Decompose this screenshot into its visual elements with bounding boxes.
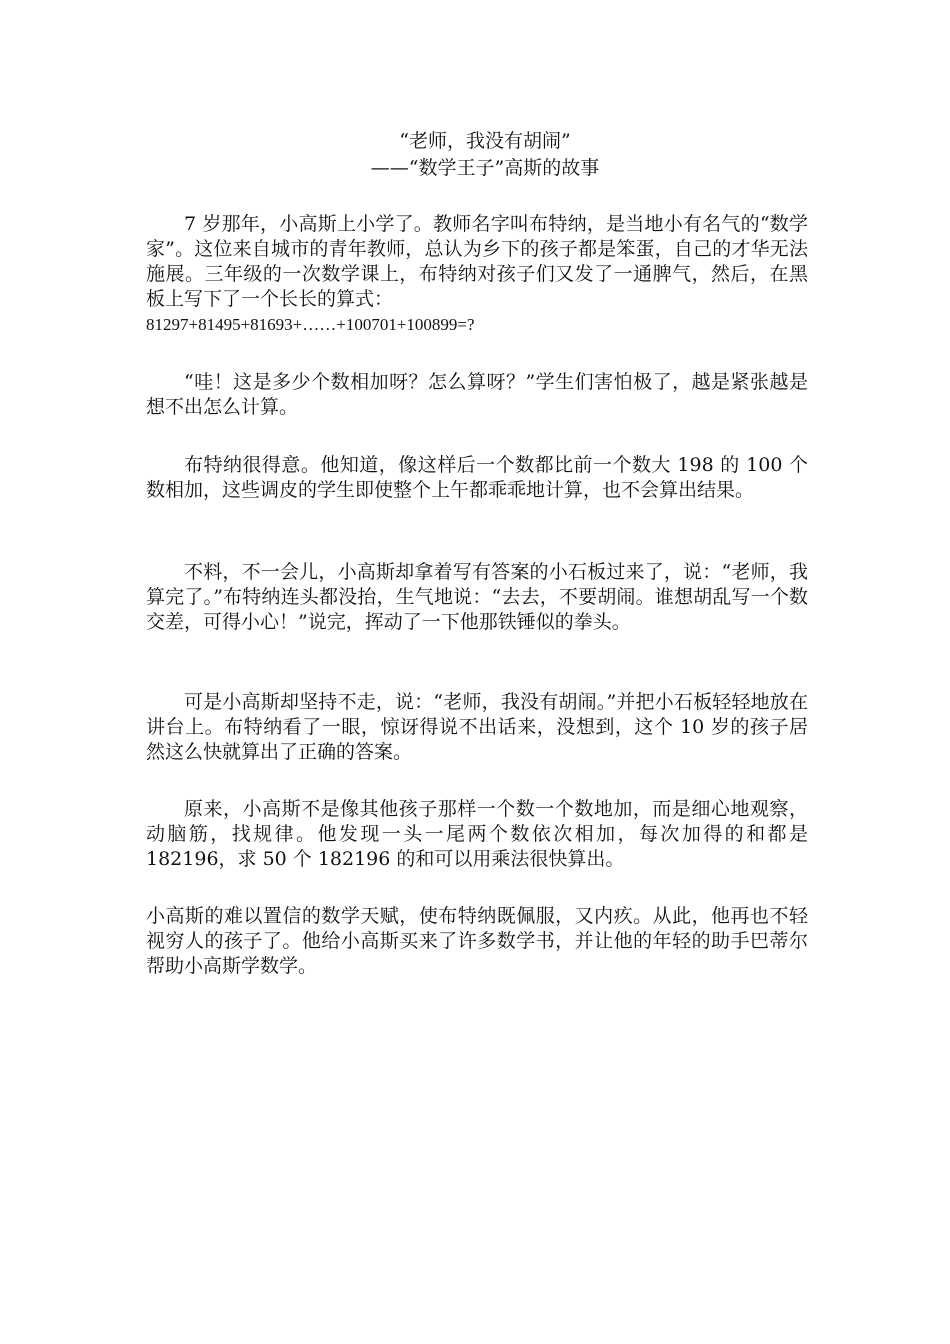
- paragraph-2: “哇！这是多少个数相加呀？怎么算呀？”学生们害怕极了，越是紧张越是想不出怎么计算。: [146, 371, 808, 418]
- paragraph-6: 原来，小高斯不是像其他孩子那样一个数一个数地加，而是细心地观察，动脑筋，找规律。他发现一头一尾两个数依次相加，每次加得的和都是 182196，求 50 个 182196 的和可以用乘法很快算出。: [146, 798, 808, 870]
- title-subtitle: ——“数学王子”高斯的故事: [370, 157, 600, 179]
- document-title: [0, 128, 950, 182]
- paragraph-3: 布特纳很得意。他知道，像这样后一个数都比前一个数大 198 的 100 个数相加，这些调皮的学生即使整个上午都乖乖地计算，也不会算出结果。: [146, 454, 808, 501]
- paragraph-1-text: 7 岁那年，小高斯上小学了。教师名字叫布特纳，是当地小有名气的“数学家”。这位来自城市的青年教师，总认为乡下的孩子都是笨蛋，自己的才华无法施展。三年级的一次数学课上，布特纳对孩子们又发了一通脾气，然后，在黑板上写下了一个长长的算式：: [146, 213, 808, 310]
- paragraph-7: 小高斯的难以置信的数学天赋，使布特纳既佩服，又内疚。从此，他再也不轻视穷人的孩子了。他给小高斯买来了许多数学书，并让他的年轻的助手巴蒂尔帮助小高斯学数学。: [146, 905, 808, 977]
- sum-formula: 81297+81495+81693+……+100701+100899=?: [146, 315, 475, 334]
- paragraph-4: 不料，不一会儿，小高斯却拿着写有答案的小石板过来了，说：“老师，我算完了。”布特纳连头都没抬，生气地说：“去去，不要胡闹。谁想胡乱写一个数交差，可得小心！”说完，挥动了一下他那铁锤似的拳头。: [146, 561, 808, 633]
- paragraph-1: [146, 212, 808, 337]
- paragraph-5: 可是小高斯却坚持不走，说：“老师，我没有胡闹。”并把小石板轻轻地放在讲台上。布特纳看了一眼，惊讶得说不出话来，没想到，这个 10 岁的孩子居然这么快就算出了正确的答案。: [146, 691, 808, 763]
- title-main: “老师，我没有胡闹”: [399, 130, 571, 152]
